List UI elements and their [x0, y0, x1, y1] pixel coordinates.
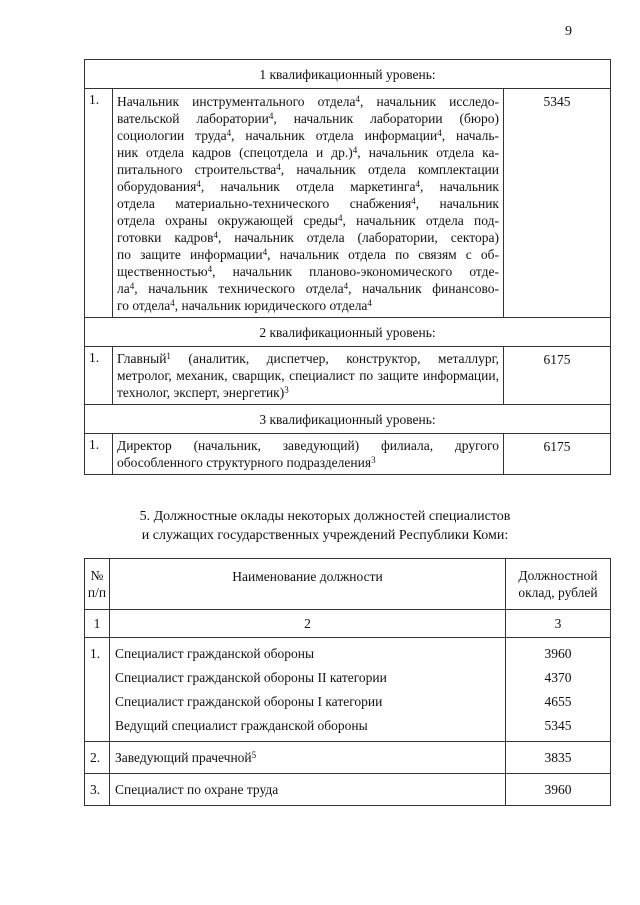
text-part: , начальник юридического отдела — [174, 298, 368, 313]
footnote-mark: 4 — [207, 264, 213, 274]
row-number: 1. — [85, 434, 113, 475]
salary-value: 4370 — [506, 669, 611, 693]
footnote-mark: 5 — [251, 750, 257, 760]
page-number: 9 — [565, 24, 572, 39]
salary-value: 6175 — [504, 434, 611, 475]
level-header-3 — [85, 405, 611, 434]
footnote-mark: 4 — [262, 247, 268, 257]
text-part: Директор (начальник, заведующий) филиала, другого обособленного структурного подразделения — [117, 438, 499, 470]
salary-value: 3835 — [506, 742, 611, 774]
header-salary: Должностной оклад, рублей — [506, 559, 611, 610]
footnote-mark: 4 — [337, 213, 343, 223]
text-part: Заведующий прачечной — [115, 750, 252, 765]
table-row — [85, 89, 611, 318]
position-name: Ведущий специалист гражданской обороны — [110, 717, 506, 742]
table-row — [85, 717, 611, 742]
footnote-mark: 4 — [343, 281, 349, 291]
header-name: Наименование должности — [110, 559, 506, 610]
text-part: , начальник отдела ка- — [357, 145, 499, 160]
text-part: , началь- — [441, 128, 499, 143]
salary-value: 6175 — [504, 347, 611, 405]
salary-value: 5345 — [504, 89, 611, 318]
footnote-mark: 4 — [129, 281, 135, 291]
salary-value: 3960 — [506, 638, 611, 670]
table-row — [85, 742, 611, 774]
header-num: № п/п — [85, 559, 110, 610]
level-title: 3 квалификационный уровень: — [85, 405, 611, 434]
position-name — [110, 742, 506, 774]
text-part: , начальник отдела комплектации — [280, 162, 499, 177]
text-part: питального строительства — [117, 162, 277, 177]
footnote-mark: 4 — [437, 128, 442, 138]
footnote-mark: 4 — [196, 179, 201, 189]
index-cell: 1 — [85, 610, 110, 638]
row-number: 1. — [85, 638, 110, 670]
salary-value: 3960 — [506, 774, 611, 806]
row-number — [85, 717, 110, 742]
index-cell: 2 — [110, 610, 506, 638]
row-number: 3. — [85, 774, 110, 806]
row-number: 1. — [85, 347, 113, 405]
text-part: вательской лаборатории — [117, 111, 269, 126]
table-row — [85, 434, 611, 475]
index-row — [85, 610, 611, 638]
text-part: оборудования — [117, 179, 197, 194]
qualification-table — [84, 59, 611, 475]
table-row — [85, 638, 611, 670]
footnote-mark: 4 — [170, 298, 175, 308]
table-row — [85, 669, 611, 693]
position-name: Специалист по охране труда — [110, 774, 506, 806]
footnote-mark: 4 — [268, 111, 274, 121]
text-part: (аналитик, диспетчер, конструктор, металлург, метролог, механик, сварщик, специалист по защите информации, технолог, эксперт, энергетик) — [117, 351, 499, 400]
footnote-mark: 3 — [371, 455, 376, 465]
section-caption — [120, 507, 530, 545]
text-part: , начальник планово-экономического отде- — [212, 264, 499, 279]
index-cell: 3 — [506, 610, 611, 638]
footnote-mark: 4 — [355, 94, 361, 104]
text-part: , начальник технического отдела — [134, 281, 344, 296]
text-part: по защите информации — [117, 247, 263, 262]
position-description — [113, 89, 504, 318]
table-row — [85, 774, 611, 806]
footnote-mark: 4 — [226, 128, 232, 138]
salary-value: 5345 — [506, 717, 611, 742]
text-part: Главный — [117, 351, 167, 366]
row-number — [85, 693, 110, 717]
level-header-2 — [85, 318, 611, 347]
text-part: щественностью — [117, 264, 208, 279]
row-number: 2. — [85, 742, 110, 774]
text-part: отдела материально-технического снабжения — [117, 196, 412, 211]
text-part: , начальник исследо- — [360, 94, 499, 109]
text-part: , начальник отдела маркетинга — [200, 179, 416, 194]
position-description — [113, 434, 504, 475]
position-name: Специалист гражданской обороны I категории — [110, 693, 506, 717]
level-title: 1 квалификационный уровень: — [85, 60, 611, 89]
text-part: ла — [117, 281, 130, 296]
footnote-mark: 4 — [213, 230, 218, 240]
text-part: , начальник — [415, 196, 499, 211]
position-description — [113, 347, 504, 405]
row-number: 1. — [85, 89, 113, 318]
row-number — [85, 669, 110, 693]
salary-value: 4655 — [506, 693, 611, 717]
text-part: , начальник — [419, 179, 499, 194]
text-part: , начальник отдела по связям с об- — [267, 247, 499, 262]
footnote-mark: 4 — [415, 179, 420, 189]
text-part: го отдела — [117, 298, 171, 313]
footnote-mark: 4 — [276, 162, 281, 172]
text-part: , начальник отдела информации — [231, 128, 438, 143]
text-part: , начальник лаборатории (бюро) — [273, 111, 499, 126]
level-header-1 — [85, 60, 611, 89]
header-row — [85, 559, 611, 610]
footnote-mark: 4 — [367, 298, 372, 308]
position-name: Специалист гражданской обороны II категории — [110, 669, 506, 693]
text-part: Начальник инструментального отдела — [117, 94, 356, 109]
footnote-mark: 4 — [411, 196, 416, 206]
salary-table — [84, 558, 611, 806]
footnote-mark: 4 — [352, 145, 358, 155]
text-part: , начальник финансово- — [348, 281, 499, 296]
table-row — [85, 347, 611, 405]
text-part: , начальник отдела (лаборатории, сектора) — [217, 230, 499, 245]
position-name: Специалист гражданской обороны — [110, 638, 506, 670]
text-part: ник отдела кадров (спецотдела и др.) — [117, 145, 353, 160]
table-row — [85, 693, 611, 717]
footnote-mark: 1 — [166, 351, 171, 361]
text-part: , начальник отдела под- — [342, 213, 499, 228]
caption-line: 5. Должностные оклады некоторых должностей специалистов — [139, 509, 511, 524]
footnote-mark: 3 — [284, 385, 289, 395]
caption-line: и служащих государственных учреждений Республики Коми: — [141, 528, 509, 543]
text-part: отдела охраны окружающей среды — [117, 213, 338, 228]
level-title: 2 квалификационный уровень: — [85, 318, 611, 347]
text-part: социологии труда — [117, 128, 227, 143]
text-part: готовки кадров — [117, 230, 214, 245]
